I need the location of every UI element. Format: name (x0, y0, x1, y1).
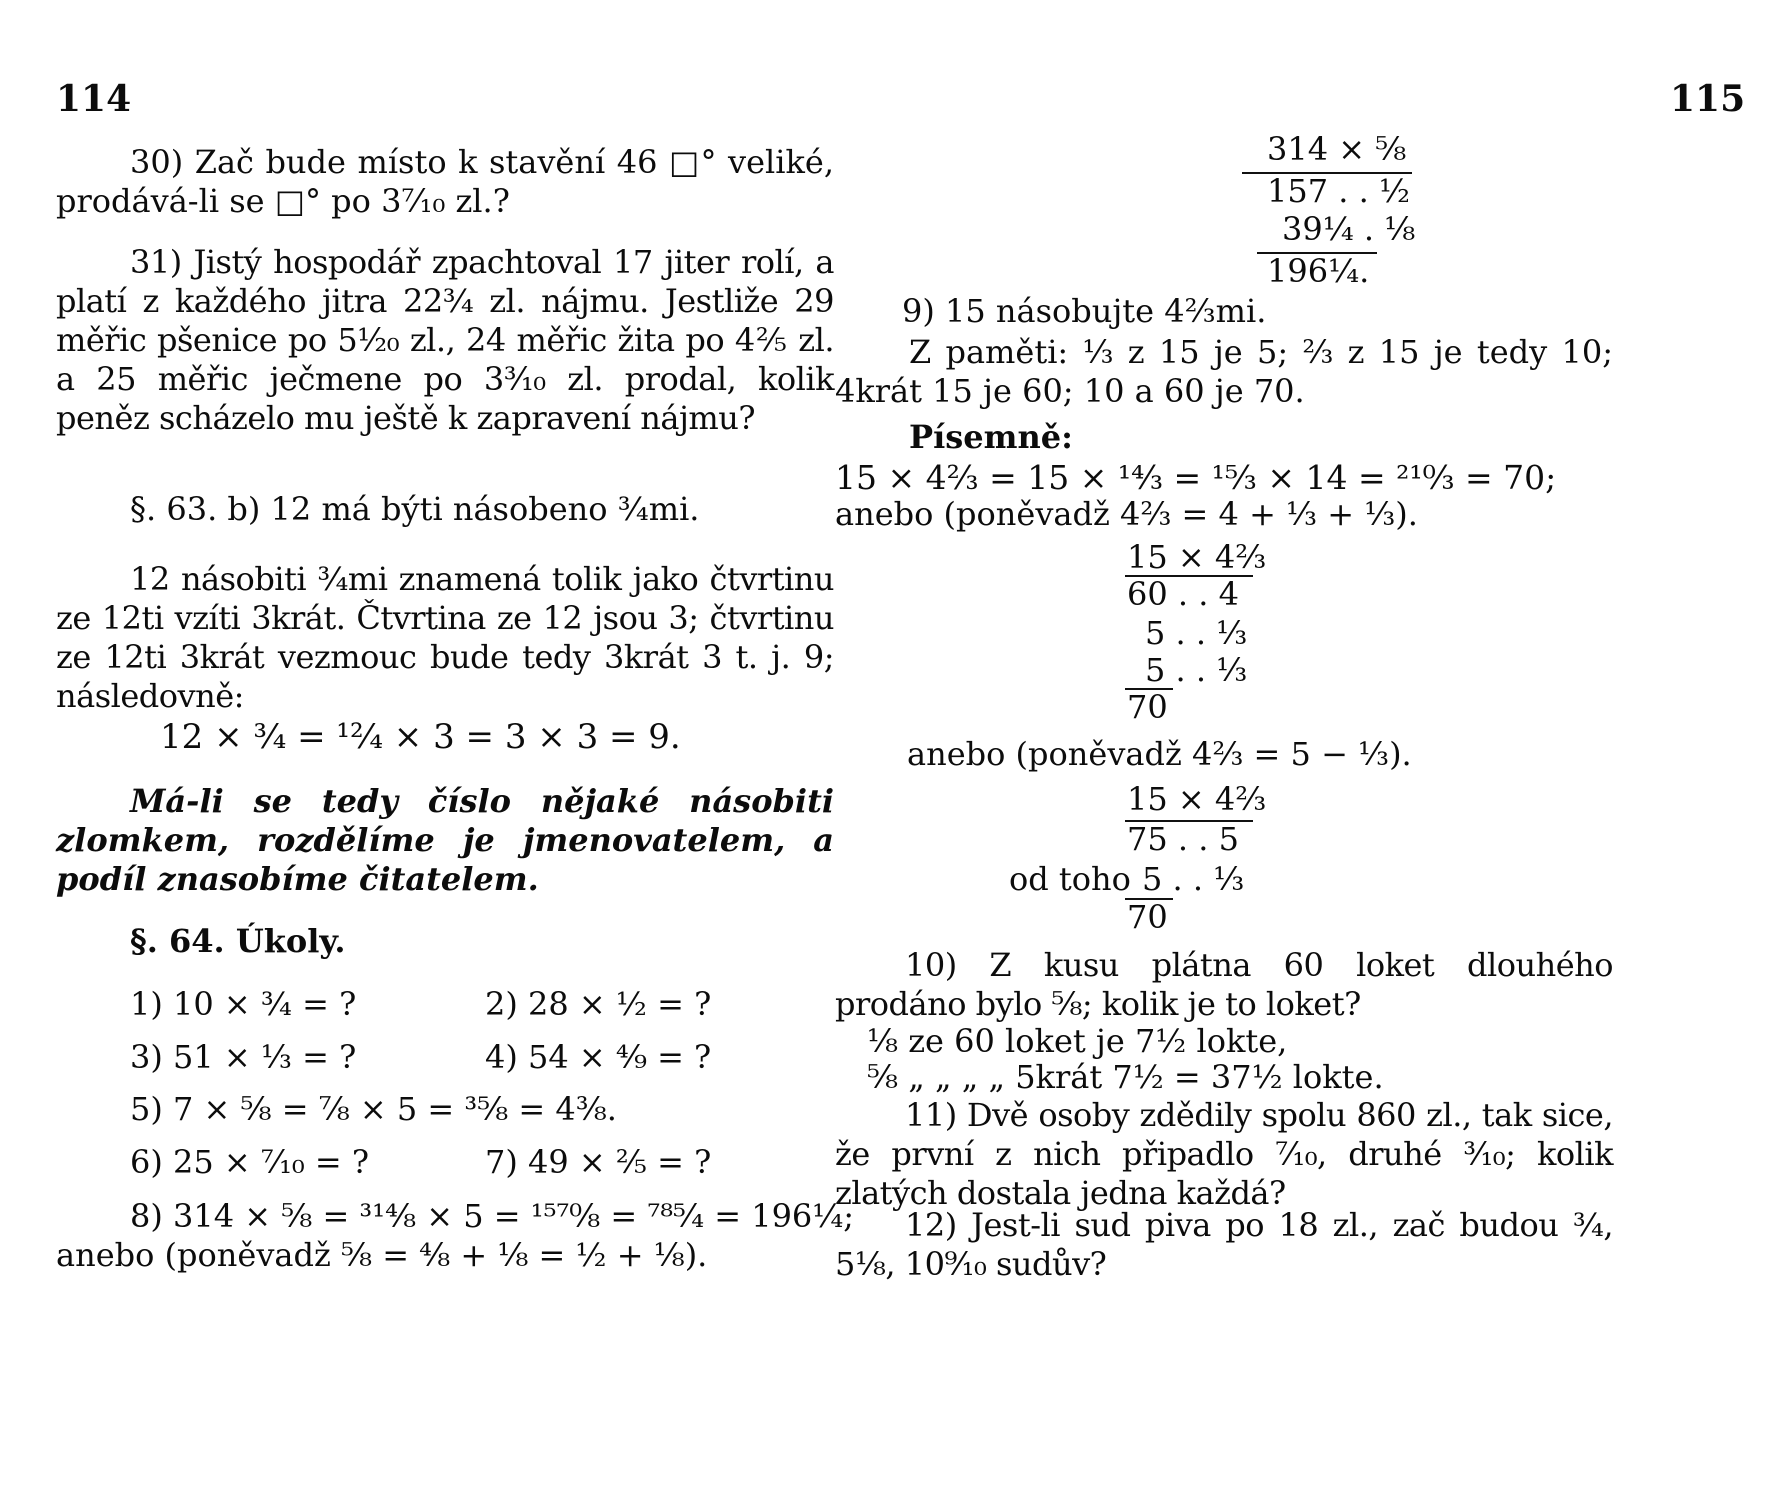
calc2-row-5: 70 (1127, 688, 1168, 726)
calc1-row-4: 196¼. (1267, 252, 1370, 290)
explanation-paragraph: 12 násobiti ¾mi znamená tolik jako čtvrtinu ze 12ti vzíti 3krát. Čtvrtina ze 12 jsou 3; čtvrtinu ze 12ti 3krát vezmouc bude tedy 3krát 3 t. j. 9; následovně: (56, 560, 834, 715)
problem-10-step-1: ⅛ ze 60 loket je 7½ lokte, (867, 1022, 1288, 1060)
calc2-row-4: 5 . . ⅓ (1145, 651, 1248, 689)
section-64-heading: §. 64. Úkoly. (130, 922, 346, 960)
page-number: 114 (56, 78, 132, 120)
task-6: 6) 25 × ⁷⁄₁₀ = ? (130, 1143, 370, 1181)
task-3: 3) 51 × ⅓ = ? (130, 1038, 357, 1076)
alternative-1: anebo (poněvadž 4⅔ = 4 + ⅓ + ⅓). (835, 495, 1418, 533)
task-8-line-1: 8) 314 × ⅝ = ³¹⁴⁄₈ × 5 = ¹⁵⁷⁰⁄₈ = ⁷⁸⁵⁄₄ = 196¼; (130, 1197, 855, 1235)
calc2-row-3: 5 . . ⅓ (1145, 614, 1248, 652)
task-5: 5) 7 × ⅝ = ⅞ × 5 = ³⁵⁄₈ = 4⅜. (130, 1090, 617, 1128)
equation-12: 12 × ¾ = ¹²⁄₄ × 3 = 3 × 3 = 9. (160, 717, 681, 757)
problem-30: 30) Zač bude místo k stavění 46 □° veliké, prodává-li se □° po 3⁷⁄₁₀ zl.? (56, 143, 834, 220)
calc1-row-2: 157 . . ½ (1267, 172, 1410, 210)
problem-10-step-2: ⅝ „ „ „ „ 5krát 7½ = 37½ lokte. (867, 1058, 1384, 1096)
calc2-row-1: 15 × 4⅔ (1127, 538, 1267, 576)
problem-11: 11) Dvě osoby zdědily spolu 860 zl., tak sice, že první z nich připadlo ⁷⁄₁₀, druhé ³⁄₁₀; kolik zlatých dostala jedna každá? (835, 1096, 1613, 1212)
calc3-row-3: 5 . . ⅓ (1142, 860, 1245, 898)
calc3-row-2: 75 . . 5 (1127, 820, 1239, 858)
problem-31: 31) Jistý hospodář zpachtoval 17 jiter rolí, a platí z každého jitra 22¾ zl. nájmu. Jestliže 29 měřic pšenice po 5¹⁄₂₀ zl., 24 měřic žita po 4⅖ zl. a 25 měřic ječmene po 3³⁄₁₀ zl. prodal, kolik peněz scházelo mu ještě k zapravení nájmu? (56, 243, 834, 437)
task-4: 4) 54 × ⁴⁄₉ = ? (485, 1038, 712, 1076)
rule-statement: Má-li se tedy číslo nějaké násobiti zlomkem, rozdělíme je jmenovatelem, a podíl znasobíme čitatelem. (56, 782, 834, 898)
problem-9: 9) 15 násobujte 4⅔mi. (902, 292, 1267, 330)
mental-calculation: Z paměti: ⅓ z 15 je 5; ⅔ z 15 je tedy 10; 4krát 15 je 60; 10 a 60 je 70. (835, 333, 1613, 410)
calc2-row-2: 60 . . 4 (1127, 575, 1239, 613)
calc3-row-4: 70 (1127, 898, 1168, 936)
problem-12: 12) Jest-li sud piva po 18 zl., zač budou ¾, 5⅛, 10⁹⁄₁₀ sudův? (835, 1206, 1613, 1283)
section-63-heading: §. 63. b) 12 má býti násobeno ¾mi. (130, 490, 700, 528)
task-1: 1) 10 × ¾ = ? (130, 985, 357, 1023)
written-label: Písemně: (909, 418, 1073, 456)
task-8-line-2: anebo (poněvadž ⅝ = ⁴⁄₈ + ⅛ = ½ + ⅛). (56, 1236, 708, 1274)
alternative-2: anebo (poněvadž 4⅔ = 5 − ⅓). (907, 735, 1412, 773)
calc1-row-3: 39¼ . ⅛ (1282, 210, 1416, 248)
task-7: 7) 49 × ⅖ = ? (485, 1143, 712, 1181)
task-2: 2) 28 × ½ = ? (485, 985, 712, 1023)
page-number: 115 (1670, 78, 1746, 120)
calc3-label: od toho (1009, 860, 1131, 898)
calc1-row-1: 314 × ⅝ (1267, 130, 1407, 168)
right-page (835, 0, 1774, 1500)
calc3-row-1: 15 × 4⅔ (1127, 780, 1267, 818)
written-equation: 15 × 4⅔ = 15 × ¹⁴⁄₃ = ¹⁵⁄₃ × 14 = ²¹⁰⁄₃ = 70; (835, 458, 1557, 497)
problem-10: 10) Z kusu plátna 60 loket dlouhého prodáno bylo ⅝; kolik je to loket? (835, 946, 1613, 1023)
